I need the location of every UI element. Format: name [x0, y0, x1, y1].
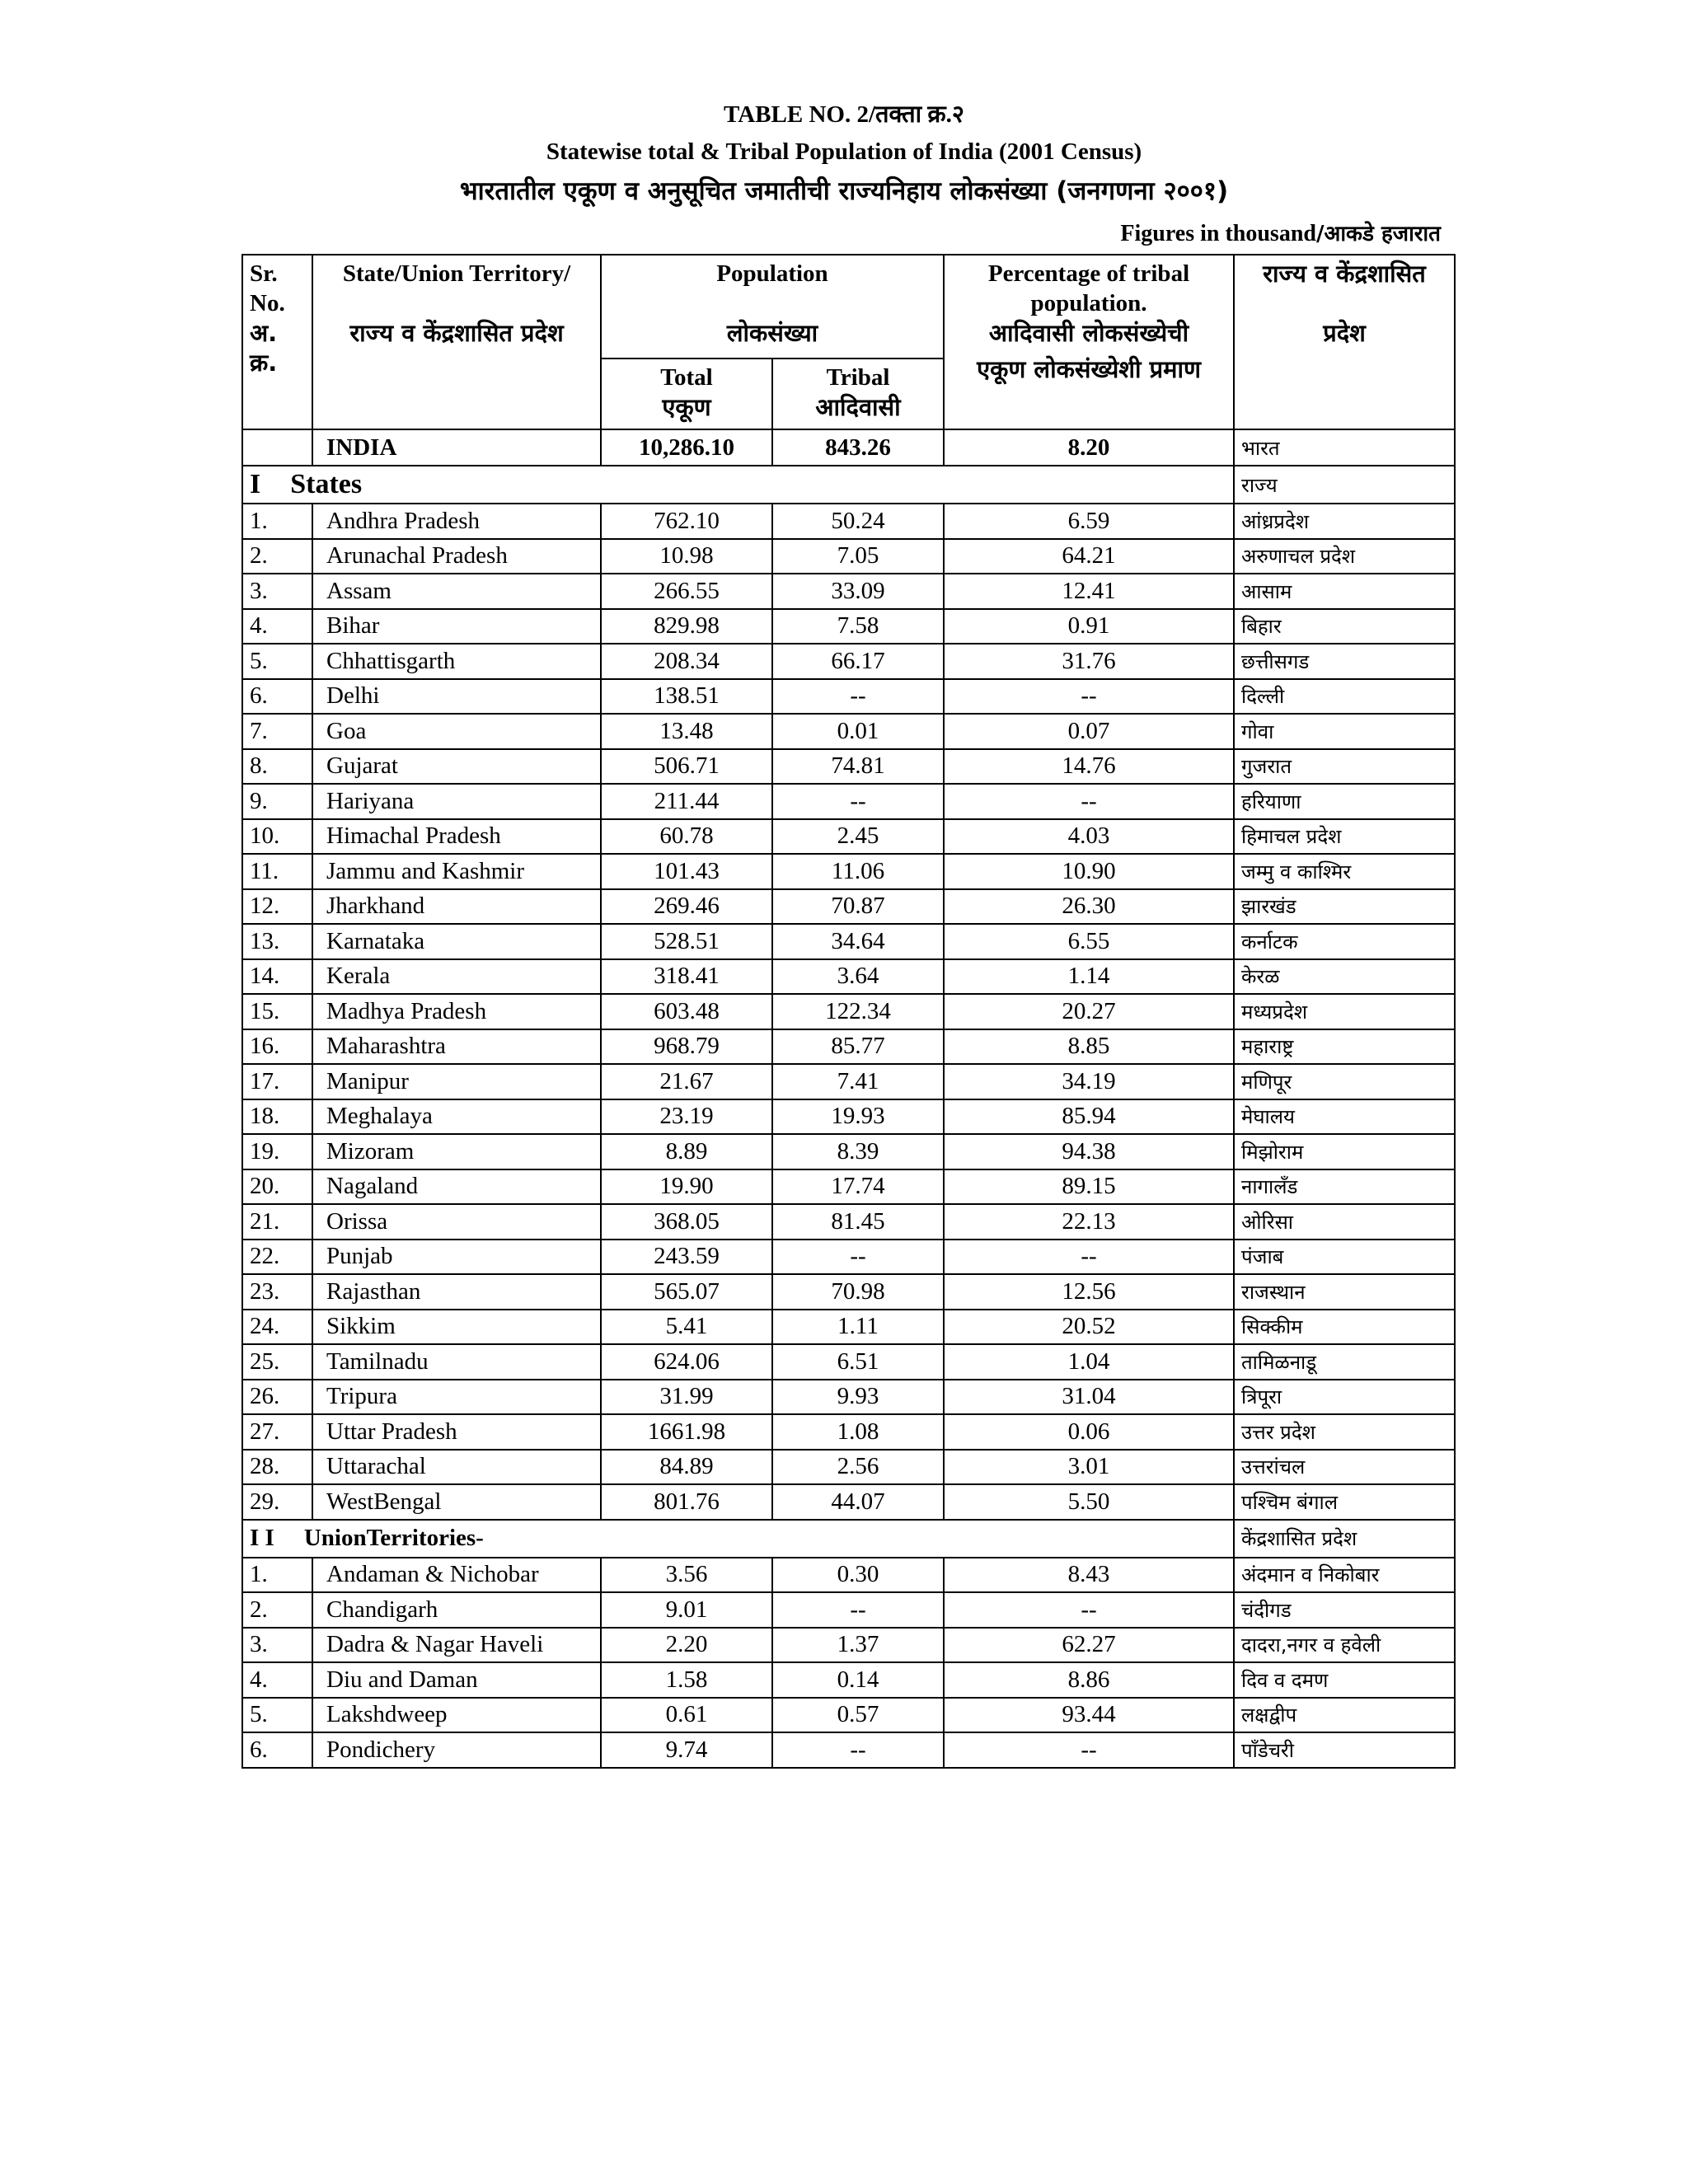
- state-serial-number: 26.: [242, 1380, 312, 1415]
- header-tribal: [772, 359, 944, 429]
- state-total-population: 318.41: [601, 959, 772, 995]
- state-row: [242, 714, 1455, 749]
- state-serial-number: 1.: [242, 504, 312, 539]
- state-name: Arunachal Pradesh: [312, 539, 601, 574]
- header-population: [601, 255, 944, 359]
- state-total-population: 603.48: [601, 994, 772, 1029]
- state-total-population: 266.55: [601, 574, 772, 609]
- header-total: [601, 359, 772, 429]
- state-tribal-percentage: 89.15: [944, 1169, 1234, 1205]
- ut-name-marathi: चंदीगड: [1234, 1592, 1455, 1628]
- ut-row: [242, 1732, 1455, 1768]
- state-row: [242, 1240, 1455, 1275]
- state-name: Nagaland: [312, 1169, 601, 1205]
- state-serial-number: 16.: [242, 1029, 312, 1065]
- state-serial-number: 20.: [242, 1169, 312, 1205]
- header-state: [312, 255, 601, 429]
- state-name: Chhattisgarth: [312, 644, 601, 679]
- table-title-marathi: भारतातील एकूण व अनुसूचित जमातीची राज्यनिहाय लोकसंख्या (जनगणना २००१): [459, 176, 1229, 206]
- ut-name: Chandigarh: [312, 1592, 601, 1628]
- table-title-english: Statewise total & Tribal Population of India (2001 Census): [546, 138, 1142, 165]
- state-name-marathi: मेघालय: [1234, 1099, 1455, 1135]
- ut-total-population: 1.58: [601, 1662, 772, 1698]
- ut-name-marathi: अंदमान व निकोबार: [1234, 1558, 1455, 1593]
- section-states-marathi: राज्य: [1234, 466, 1455, 504]
- state-total-population: 23.19: [601, 1099, 772, 1135]
- units-note-marathi: /आकडे हजारात: [1315, 222, 1441, 246]
- ut-name: Dadra & Nagar Haveli: [312, 1628, 601, 1663]
- ut-tribal-percentage: 8.43: [944, 1558, 1234, 1593]
- state-name: Rajasthan: [312, 1274, 601, 1310]
- section-uts-marathi: केंद्रशासित प्रदेश: [1234, 1520, 1455, 1558]
- state-tribal-population: 70.98: [772, 1274, 944, 1310]
- state-tribal-percentage: 6.59: [944, 504, 1234, 539]
- state-name-marathi: सिक्कीम: [1234, 1310, 1455, 1345]
- state-serial-number: 14.: [242, 959, 312, 995]
- state-serial-number: 5.: [242, 644, 312, 679]
- state-tribal-percentage: 20.27: [944, 994, 1234, 1029]
- state-tribal-population: 3.64: [772, 959, 944, 995]
- state-name-marathi: ओरिसा: [1234, 1204, 1455, 1240]
- state-name-marathi: राजस्थान: [1234, 1274, 1455, 1310]
- state-tribal-percentage: 26.30: [944, 889, 1234, 925]
- state-tribal-percentage: 22.13: [944, 1204, 1234, 1240]
- state-row: [242, 1099, 1455, 1135]
- state-name: Andhra Pradesh: [312, 504, 601, 539]
- state-name: Bihar: [312, 609, 601, 644]
- state-tribal-population: 2.45: [772, 819, 944, 855]
- state-tribal-population: 34.64: [772, 924, 944, 959]
- ut-name: Pondichery: [312, 1732, 601, 1768]
- state-total-population: 208.34: [601, 644, 772, 679]
- state-serial-number: 7.: [242, 714, 312, 749]
- state-name-marathi: महाराष्ट्र: [1234, 1029, 1455, 1065]
- state-row: [242, 924, 1455, 959]
- header-percentage-marathi: आदिवासी लोकसंख्येची: [988, 319, 1189, 347]
- state-total-population: 368.05: [601, 1204, 772, 1240]
- header-sr-no: [242, 255, 312, 429]
- india-tribal: 843.26: [772, 429, 944, 466]
- state-total-population: 211.44: [601, 784, 772, 819]
- section-states-label: States: [290, 469, 363, 499]
- state-tribal-percentage: 0.07: [944, 714, 1234, 749]
- header-sr-line: क्र.: [250, 349, 278, 377]
- state-total-population: 8.89: [601, 1134, 772, 1169]
- state-name: Uttarachal: [312, 1450, 601, 1485]
- ut-tribal-percentage: 62.27: [944, 1628, 1234, 1663]
- state-name-marathi: मणिपूर: [1234, 1064, 1455, 1099]
- state-serial-number: 9.: [242, 784, 312, 819]
- ut-total-population: 3.56: [601, 1558, 772, 1593]
- state-tribal-population: 7.05: [772, 539, 944, 574]
- state-tribal-percentage: 64.21: [944, 539, 1234, 574]
- state-row: [242, 679, 1455, 715]
- state-total-population: 1661.98: [601, 1414, 772, 1450]
- state-serial-number: 29.: [242, 1484, 312, 1520]
- state-tribal-percentage: 8.85: [944, 1029, 1234, 1065]
- state-row: [242, 1344, 1455, 1380]
- ut-tribal-percentage: --: [944, 1732, 1234, 1768]
- ut-name-marathi: पाँडेचरी: [1234, 1732, 1455, 1768]
- state-total-population: 624.06: [601, 1344, 772, 1380]
- state-name: Manipur: [312, 1064, 601, 1099]
- state-row: [242, 1029, 1455, 1065]
- header-marathi-col-line: प्रदेश: [1323, 319, 1366, 347]
- state-tribal-percentage: 5.50: [944, 1484, 1234, 1520]
- state-serial-number: 28.: [242, 1450, 312, 1485]
- state-tribal-population: 1.08: [772, 1414, 944, 1450]
- state-total-population: 60.78: [601, 819, 772, 855]
- state-serial-number: 19.: [242, 1134, 312, 1169]
- ut-total-population: 9.74: [601, 1732, 772, 1768]
- state-serial-number: 15.: [242, 994, 312, 1029]
- state-name-marathi: उत्तर प्रदेश: [1234, 1414, 1455, 1450]
- header-total-marathi: एकूण: [662, 393, 711, 421]
- ut-tribal-percentage: 8.86: [944, 1662, 1234, 1698]
- ut-name-marathi: दादरा,नगर व हवेली: [1234, 1628, 1455, 1663]
- ut-serial-number: 6.: [242, 1732, 312, 1768]
- state-total-population: 762.10: [601, 504, 772, 539]
- state-row: [242, 1484, 1455, 1520]
- state-name: Maharashtra: [312, 1029, 601, 1065]
- state-tribal-percentage: 1.04: [944, 1344, 1234, 1380]
- header-state-marathi-col: [1234, 255, 1455, 429]
- header-population-marathi: लोकसंख्या: [726, 319, 818, 347]
- state-serial-number: 13.: [242, 924, 312, 959]
- state-name: Karnataka: [312, 924, 601, 959]
- state-serial-number: 6.: [242, 679, 312, 715]
- state-tribal-population: 17.74: [772, 1169, 944, 1205]
- state-tribal-population: 122.34: [772, 994, 944, 1029]
- state-row: [242, 1414, 1455, 1450]
- state-row: [242, 609, 1455, 644]
- state-tribal-population: 33.09: [772, 574, 944, 609]
- state-total-population: 968.79: [601, 1029, 772, 1065]
- state-total-population: 19.90: [601, 1169, 772, 1205]
- state-name: Jharkhand: [312, 889, 601, 925]
- ut-row: [242, 1628, 1455, 1663]
- india-total: 10,286.10: [601, 429, 772, 466]
- state-tribal-percentage: 31.76: [944, 644, 1234, 679]
- state-name: Kerala: [312, 959, 601, 995]
- state-row: [242, 574, 1455, 609]
- state-serial-number: 8.: [242, 749, 312, 785]
- state-row: [242, 1274, 1455, 1310]
- state-total-population: 21.67: [601, 1064, 772, 1099]
- state-name-marathi: उत्तरांचल: [1234, 1450, 1455, 1485]
- state-name: Delhi: [312, 679, 601, 715]
- ut-name-marathi: लक्षद्वीप: [1234, 1698, 1455, 1733]
- ut-tribal-population: 0.14: [772, 1662, 944, 1698]
- ut-row: [242, 1698, 1455, 1733]
- state-serial-number: 3.: [242, 574, 312, 609]
- state-name-marathi: अरुणाचल प्रदेश: [1234, 539, 1455, 574]
- state-serial-number: 18.: [242, 1099, 312, 1135]
- state-name-marathi: दिल्ली: [1234, 679, 1455, 715]
- state-row: [242, 504, 1455, 539]
- population-table: [241, 254, 1456, 1769]
- state-row: [242, 854, 1455, 889]
- state-name: Goa: [312, 714, 601, 749]
- header-marathi-col-line: राज्य व केंद्रशासित: [1263, 260, 1426, 288]
- state-tribal-population: 0.01: [772, 714, 944, 749]
- header-percentage: [944, 255, 1234, 429]
- india-sr: [242, 429, 312, 466]
- state-tribal-percentage: 31.04: [944, 1380, 1234, 1415]
- state-name-marathi: आंध्रप्रदेश: [1234, 504, 1455, 539]
- ut-serial-number: 2.: [242, 1592, 312, 1628]
- ut-name-marathi: दिव व दमण: [1234, 1662, 1455, 1698]
- state-name-marathi: आसाम: [1234, 574, 1455, 609]
- state-name-marathi: छत्तीसगड: [1234, 644, 1455, 679]
- header-tribal-marathi: आदिवासी: [815, 393, 901, 421]
- state-tribal-population: 85.77: [772, 1029, 944, 1065]
- state-tribal-percentage: 3.01: [944, 1450, 1234, 1485]
- state-total-population: 528.51: [601, 924, 772, 959]
- state-tribal-population: 7.41: [772, 1064, 944, 1099]
- state-total-population: 5.41: [601, 1310, 772, 1345]
- state-tribal-population: 6.51: [772, 1344, 944, 1380]
- state-tribal-population: 1.11: [772, 1310, 944, 1345]
- header-total-english: Total: [660, 364, 713, 391]
- section-uts-number: I I: [250, 1525, 274, 1551]
- ut-total-population: 9.01: [601, 1592, 772, 1628]
- india-name-marathi: भारत: [1234, 429, 1455, 466]
- state-total-population: 10.98: [601, 539, 772, 574]
- state-row: [242, 959, 1455, 995]
- india-percentage: 8.20: [944, 429, 1234, 466]
- state-total-population: 138.51: [601, 679, 772, 715]
- state-serial-number: 25.: [242, 1344, 312, 1380]
- ut-row: [242, 1662, 1455, 1698]
- ut-tribal-percentage: 93.44: [944, 1698, 1234, 1733]
- state-name-marathi: मध्यप्रदेश: [1234, 994, 1455, 1029]
- state-name: Gujarat: [312, 749, 601, 785]
- section-uts-row: [242, 1520, 1455, 1558]
- state-tribal-percentage: --: [944, 679, 1234, 715]
- state-name: Assam: [312, 574, 601, 609]
- state-row: [242, 1134, 1455, 1169]
- header-percentage-marathi: एकूण लोकसंख्येशी प्रमाण: [977, 355, 1201, 383]
- ut-serial-number: 4.: [242, 1662, 312, 1698]
- state-name: Hariyana: [312, 784, 601, 819]
- state-total-population: 84.89: [601, 1450, 772, 1485]
- state-serial-number: 11.: [242, 854, 312, 889]
- state-name-marathi: हरियाणा: [1234, 784, 1455, 819]
- state-serial-number: 27.: [242, 1414, 312, 1450]
- state-total-population: 801.76: [601, 1484, 772, 1520]
- state-name: Punjab: [312, 1240, 601, 1275]
- state-total-population: 269.46: [601, 889, 772, 925]
- ut-tribal-population: --: [772, 1732, 944, 1768]
- state-name-marathi: नागालँड: [1234, 1169, 1455, 1205]
- state-serial-number: 23.: [242, 1274, 312, 1310]
- state-row: [242, 1169, 1455, 1205]
- state-tribal-population: 7.58: [772, 609, 944, 644]
- state-tribal-population: 9.93: [772, 1380, 944, 1415]
- state-row: [242, 1064, 1455, 1099]
- state-tribal-percentage: 10.90: [944, 854, 1234, 889]
- state-name: Madhya Pradesh: [312, 994, 601, 1029]
- state-serial-number: 22.: [242, 1240, 312, 1275]
- state-tribal-population: 19.93: [772, 1099, 944, 1135]
- header-sr-line: No.: [250, 290, 285, 316]
- state-name: Tamilnadu: [312, 1344, 601, 1380]
- state-row: [242, 644, 1455, 679]
- state-name-marathi: गोवा: [1234, 714, 1455, 749]
- india-total-row: [242, 429, 1455, 466]
- header-row: [242, 255, 1455, 359]
- state-serial-number: 21.: [242, 1204, 312, 1240]
- state-tribal-population: --: [772, 1240, 944, 1275]
- state-serial-number: 4.: [242, 609, 312, 644]
- state-tribal-percentage: 1.14: [944, 959, 1234, 995]
- state-row: [242, 1204, 1455, 1240]
- header-sr-line: Sr.: [250, 260, 278, 287]
- section-states-title: [242, 466, 1234, 504]
- ut-row: [242, 1592, 1455, 1628]
- ut-name: Lakshdweep: [312, 1698, 601, 1733]
- state-tribal-percentage: 34.19: [944, 1064, 1234, 1099]
- state-name: Orissa: [312, 1204, 601, 1240]
- state-row: [242, 889, 1455, 925]
- table-number-title: TABLE NO. 2/तक्ता क्र.२: [724, 101, 964, 128]
- state-tribal-population: 50.24: [772, 504, 944, 539]
- ut-tribal-population: 1.37: [772, 1628, 944, 1663]
- ut-tribal-population: 0.30: [772, 1558, 944, 1593]
- ut-name: Andaman & Nichobar: [312, 1558, 601, 1593]
- state-total-population: 565.07: [601, 1274, 772, 1310]
- state-name-marathi: जम्मु व काश्मिर: [1234, 854, 1455, 889]
- state-tribal-percentage: --: [944, 1240, 1234, 1275]
- state-serial-number: 10.: [242, 819, 312, 855]
- state-tribal-percentage: 20.52: [944, 1310, 1234, 1345]
- state-name-marathi: केरळ: [1234, 959, 1455, 995]
- state-serial-number: 12.: [242, 889, 312, 925]
- state-row: [242, 1450, 1455, 1485]
- state-tribal-percentage: 4.03: [944, 819, 1234, 855]
- ut-total-population: 0.61: [601, 1698, 772, 1733]
- state-tribal-percentage: 12.41: [944, 574, 1234, 609]
- header-percentage-english: Percentage of tribal: [987, 260, 1190, 287]
- state-name: WestBengal: [312, 1484, 601, 1520]
- state-name: Jammu and Kashmir: [312, 854, 601, 889]
- ut-name: Diu and Daman: [312, 1662, 601, 1698]
- header-sr-line: अ.: [250, 319, 278, 347]
- state-name-marathi: बिहार: [1234, 609, 1455, 644]
- ut-serial-number: 1.: [242, 1558, 312, 1593]
- header-population-english: Population: [716, 260, 828, 287]
- state-tribal-percentage: --: [944, 784, 1234, 819]
- state-row: [242, 819, 1455, 855]
- state-tribal-population: 66.17: [772, 644, 944, 679]
- ut-total-population: 2.20: [601, 1628, 772, 1663]
- state-tribal-percentage: 6.55: [944, 924, 1234, 959]
- state-tribal-percentage: 0.06: [944, 1414, 1234, 1450]
- header-state-marathi: राज्य व केंद्रशासित प्रदेश: [349, 319, 564, 347]
- state-name-marathi: कर्नाटक: [1234, 924, 1455, 959]
- units-note: [1120, 218, 1441, 247]
- state-tribal-percentage: 12.56: [944, 1274, 1234, 1310]
- state-name-marathi: गुजरात: [1234, 749, 1455, 785]
- ut-serial-number: 3.: [242, 1628, 312, 1663]
- state-name-marathi: त्रिपूरा: [1234, 1380, 1455, 1415]
- state-name: Meghalaya: [312, 1099, 601, 1135]
- state-tribal-population: 11.06: [772, 854, 944, 889]
- state-tribal-percentage: 94.38: [944, 1134, 1234, 1169]
- state-name: Mizoram: [312, 1134, 601, 1169]
- state-tribal-population: 44.07: [772, 1484, 944, 1520]
- state-name: Himachal Pradesh: [312, 819, 601, 855]
- section-states-number: I: [250, 469, 261, 499]
- state-name-marathi: हिमाचल प्रदेश: [1234, 819, 1455, 855]
- state-tribal-population: 70.87: [772, 889, 944, 925]
- ut-tribal-population: 0.57: [772, 1698, 944, 1733]
- state-total-population: 243.59: [601, 1240, 772, 1275]
- state-row: [242, 749, 1455, 785]
- section-uts-label: UnionTerritories-: [303, 1525, 484, 1551]
- state-name-marathi: मिझोराम: [1234, 1134, 1455, 1169]
- section-states-row: [242, 466, 1455, 504]
- state-name-marathi: तामिळनाडू: [1234, 1344, 1455, 1380]
- units-note-english: Figures in thousand: [1120, 221, 1316, 246]
- state-tribal-percentage: 85.94: [944, 1099, 1234, 1135]
- state-tribal-population: 74.81: [772, 749, 944, 785]
- state-total-population: 13.48: [601, 714, 772, 749]
- state-total-population: 101.43: [601, 854, 772, 889]
- header-tribal-english: Tribal: [826, 364, 890, 391]
- section-uts-title: [242, 1520, 1234, 1558]
- state-total-population: 829.98: [601, 609, 772, 644]
- state-total-population: 31.99: [601, 1380, 772, 1415]
- header-state-english: State/Union Territory/: [342, 260, 571, 287]
- state-name: Tripura: [312, 1380, 601, 1415]
- state-name-marathi: पश्चिम बंगाल: [1234, 1484, 1455, 1520]
- state-total-population: 506.71: [601, 749, 772, 785]
- state-tribal-population: 8.39: [772, 1134, 944, 1169]
- state-name: Uttar Pradesh: [312, 1414, 601, 1450]
- state-serial-number: 24.: [242, 1310, 312, 1345]
- ut-tribal-percentage: --: [944, 1592, 1234, 1628]
- state-row: [242, 994, 1455, 1029]
- state-serial-number: 2.: [242, 539, 312, 574]
- state-name-marathi: पंजाब: [1234, 1240, 1455, 1275]
- state-tribal-population: --: [772, 784, 944, 819]
- state-tribal-percentage: 14.76: [944, 749, 1234, 785]
- ut-row: [242, 1558, 1455, 1593]
- state-name: Sikkim: [312, 1310, 601, 1345]
- ut-serial-number: 5.: [242, 1698, 312, 1733]
- state-tribal-percentage: 0.91: [944, 609, 1234, 644]
- state-tribal-population: 2.56: [772, 1450, 944, 1485]
- state-name-marathi: झारखंड: [1234, 889, 1455, 925]
- state-row: [242, 784, 1455, 819]
- state-tribal-population: --: [772, 679, 944, 715]
- state-row: [242, 1310, 1455, 1345]
- ut-tribal-population: --: [772, 1592, 944, 1628]
- state-tribal-population: 81.45: [772, 1204, 944, 1240]
- state-row: [242, 539, 1455, 574]
- state-serial-number: 17.: [242, 1064, 312, 1099]
- header-percentage-english: population.: [1030, 290, 1147, 316]
- state-row: [242, 1380, 1455, 1415]
- india-name: INDIA: [312, 429, 601, 466]
